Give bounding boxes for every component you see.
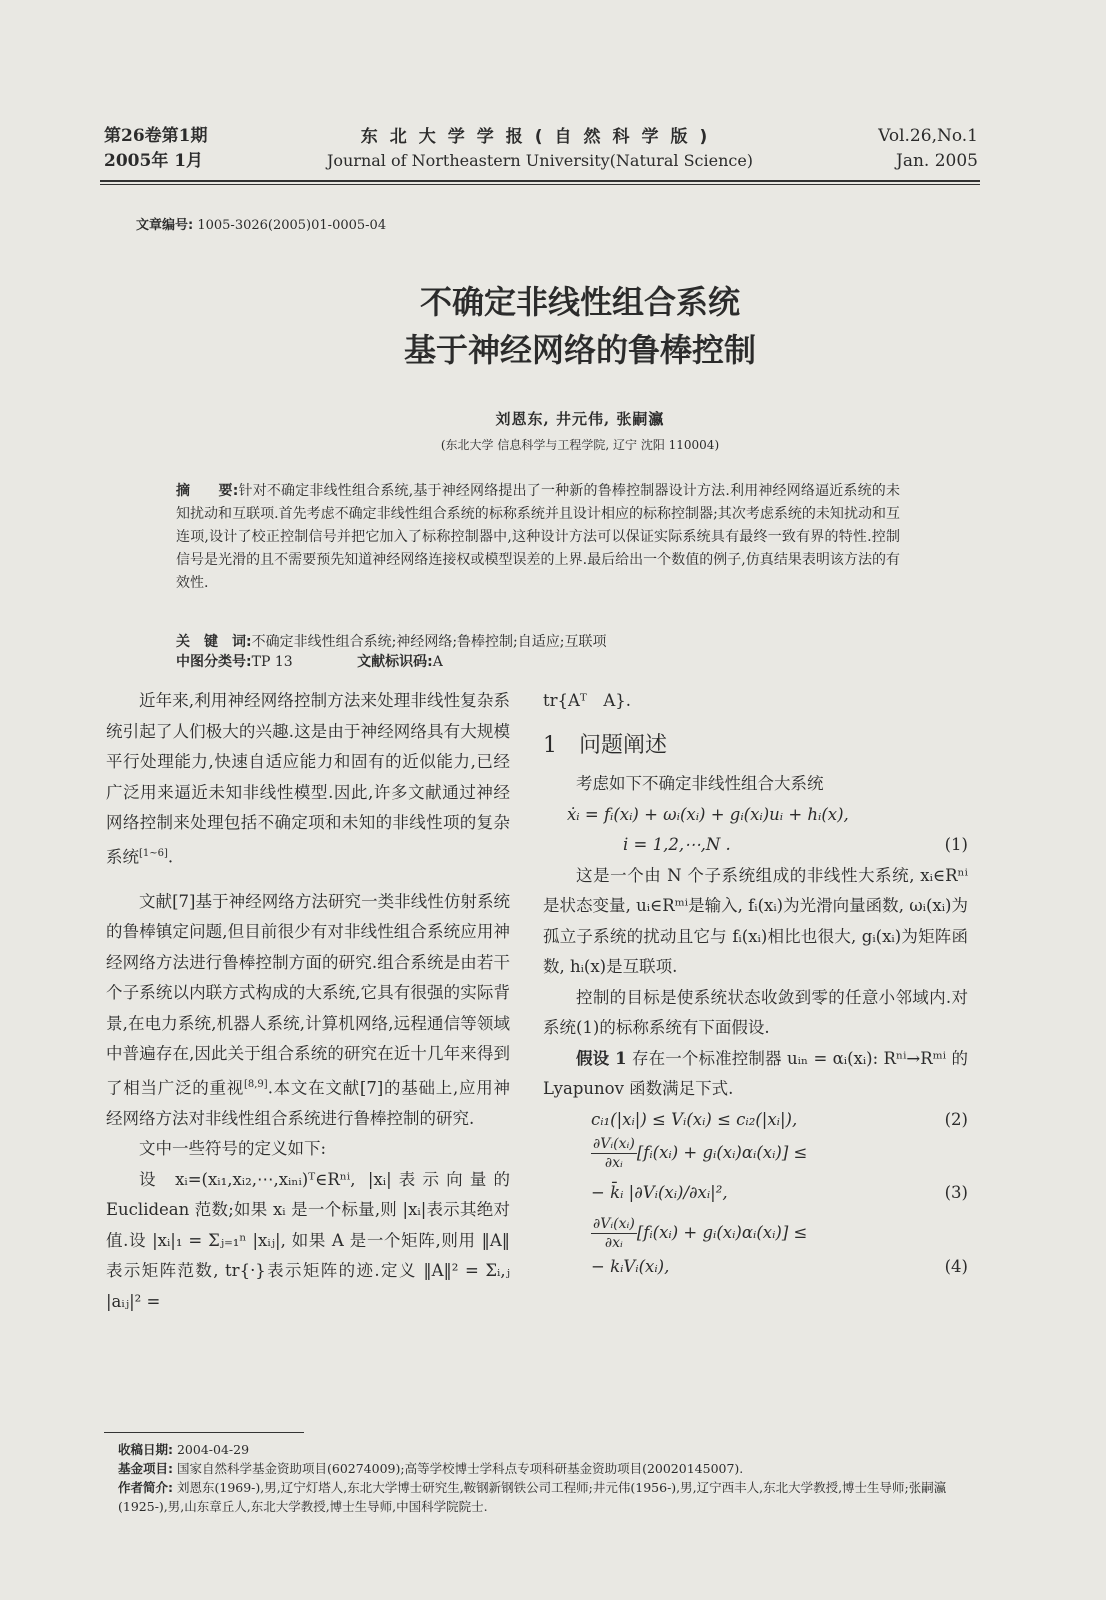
journal-name-cn: 东北大学学报(自然科学版) <box>360 127 720 147</box>
equation-3b: − k̄ᵢ |∂Vᵢ(xᵢ)/∂xᵢ|², (3) <box>543 1178 968 1209</box>
header-volume-cn <box>104 124 208 174</box>
article-number-label: 文章编号: <box>136 218 194 233</box>
left-column <box>106 686 510 1317</box>
fund-text: 国家自然科学基金资助项目(60274009);高等学校博士学科点专项科研基金资助项目(20020145007). <box>176 1461 744 1476</box>
article-number <box>136 214 386 233</box>
received-date: 2004-04-29 <box>176 1442 250 1457</box>
date-en: Jan. 2005 <box>896 151 978 171</box>
header-volume-en <box>850 124 978 174</box>
right-column <box>543 686 968 1282</box>
equation-number: (2) <box>944 1109 968 1129</box>
assumption-1: 假设 1 存在一个标准控制器 uᵢₙ = αᵢ(xᵢ): Rⁿⁱ→Rᵐⁱ 的 Lyapunov 函数满足下式. <box>543 1048 968 1098</box>
date-cn: 2005年 1月 <box>104 151 204 171</box>
clc-value: TP 13 <box>251 654 293 670</box>
keywords-text: 不确定非线性组合系统;神经网络;鲁棒控制;自适应;互联项 <box>251 634 607 650</box>
volume-en: Vol.26,No.1 <box>878 126 978 146</box>
equation-number: (4) <box>944 1256 968 1276</box>
equation-1: ẋᵢ = fᵢ(xᵢ) + ωᵢ(xᵢ) + gᵢ(xᵢ)uᵢ + hᵢ(x), <box>567 804 849 824</box>
journal-title <box>320 122 760 170</box>
system-description: 这是一个由 N 个子系统组成的非线性大系统, xᵢ∈Rⁿⁱ是状态变量, uᵢ∈Rᵐⁱ是输入, fᵢ(xᵢ)为光滑向量函数, ωᵢ(xᵢ)为孤立子系统的扰动且它与 fᵢ(xᵢ)相比也很大, gᵢ(xᵢ)为矩阵函数, hᵢ(x)是互联项. <box>543 865 968 976</box>
equation-1-index: i = 1,2,⋯,N . (1) <box>543 830 968 861</box>
section-heading: 1 问题阐述 <box>543 732 667 758</box>
abstract <box>176 480 900 595</box>
abstract-text: 针对不确定非线性组合系统,基于神经网络提出了一种新的鲁棒控制器设计方法.利用神经网络逼近系统的未知扰动和互联项.首先考虑不确定非线性组合系统的标称系统并且设计相应的标称控制器;其次考虑系统的未知扰动和互连项,设计了校正控制信号并把它加入了标称控制器中,这种设计方法可以保证实际系统具有最终一致有界的特性.控制信号是光滑的且不需要预先知道神经网络连接权或模型误差的上界.最后给出一个数值的例子,仿真结果表明该方法的有效性. <box>176 483 900 591</box>
partial-fraction: $\frac{\text{∂Vᵢ(xᵢ)}}{\text{∂xᵢ}}$ <box>593 1215 635 1251</box>
affiliation: (东北大学 信息科学与工程学院, 辽宁 沈阳 110004) <box>440 438 720 452</box>
title-line-2: 基于神经网络的鲁棒控制 <box>403 331 756 369</box>
author-info-label: 作者简介: <box>118 1480 173 1495</box>
citation: [8,9] <box>243 1078 268 1090</box>
equation-number: (1) <box>944 835 968 854</box>
footnote-rule <box>104 1432 304 1433</box>
keywords-block <box>176 632 900 672</box>
equation-number: (3) <box>944 1183 968 1202</box>
control-objective: 控制的目标是使系统状态收敛到零的任意小邻域内.对系统(1)的标称系统有下面假设. <box>543 987 968 1037</box>
citation: [1~6] <box>139 847 168 859</box>
authors: 刘恩东, 井元伟, 张嗣瀛 <box>495 410 665 428</box>
journal-name-en: Journal of Northeastern University(Natural Science) <box>326 151 754 170</box>
intro-paragraph-1: 近年来,利用神经网络控制方法来处理非线性复杂系统引起了人们极大的兴趣.这是由于神经网络具有大规模平行处理能力,快速自适应能力和固有的近似能力,已经广泛用来逼近未知非线性模型.因此,许多文献通过神经网络控制来处理包括不确定项和未知的非线性项的复杂系统[1~6]. <box>106 691 510 866</box>
equation-3a: $\frac{\text{∂Vᵢ(xᵢ)}}{\text{∂xᵢ}}$ [fᵢ(xᵢ) + gᵢ(xᵢ)αᵢ(xᵢ)] ≤ <box>593 1136 808 1171</box>
doc-code-label: 文献标识码: <box>357 654 433 670</box>
assumption-label: 假设 1 <box>576 1048 627 1068</box>
footnotes <box>104 1440 984 1516</box>
clc-label: 中图分类号: <box>176 654 252 670</box>
received-label: 收稿日期: <box>118 1442 173 1457</box>
title-line-1: 不确定非线性组合系统 <box>419 283 740 321</box>
paper-title <box>250 278 910 374</box>
header-rule-thin <box>100 184 980 185</box>
equation-4a: $\frac{\text{∂Vᵢ(xᵢ)}}{\text{∂xᵢ}}$ [fᵢ(xᵢ) + gᵢ(xᵢ)αᵢ(xᵢ)] ≤ <box>593 1215 808 1251</box>
equation-2: cᵢ₁(|xᵢ|) ≤ Vᵢ(xᵢ) ≤ cᵢ₂(|xᵢ|), (2) <box>543 1105 968 1136</box>
header-rule <box>100 180 980 182</box>
author-info-text: 刘恩东(1969-),男,辽宁灯塔人,东北大学博士研究生,鞍钢新钢铁公司工程师;井元伟(1956-),男,辽宁西丰人,东北大学教授,博士生导师;张嗣瀛(1925-),男,山东章丘人,东北大学教授,博士生导师,中国科学院院士. <box>118 1480 947 1514</box>
continued-text: tr{Aᵀ A}. <box>543 691 632 710</box>
volume-cn: 第26卷第1期 <box>104 126 208 146</box>
article-number-value: 1005-3026(2005)01-0005-04 <box>197 218 387 233</box>
partial-fraction: $\frac{\text{∂Vᵢ(xᵢ)}}{\text{∂xᵢ}}$ <box>593 1136 635 1171</box>
intro-paragraph-2: 文献[7]基于神经网络方法研究一类非线性仿射系统的鲁棒镇定问题,但目前很少有对非线性组合系统应用神经网络方法进行鲁棒控制方面的研究.组合系统是由若干个子系统以内联方式构成的大系统,它具有很强的实际背景,在电力系统,机器人系统,计算机网络,远程通信等领域中普遍存在,因此关于组合系统的研究在近十几年来得到了相当广泛的重视[8,9].本文在文献[7]的基础上,应用神经网络方法对非线性组合系统进行鲁棒控制的研究. <box>106 891 510 1128</box>
fund-label: 基金项目: <box>118 1461 173 1476</box>
notation-paragraph: 设 xᵢ=(xᵢ₁,xᵢ₂,⋯,xᵢₙᵢ)ᵀ∈Rⁿⁱ, |xᵢ|表示向量的 Euclidean 范数;如果 xᵢ 是一个标量,则 |xᵢ|表示其绝对值.设 |xᵢ|₁ = Σⱼ₌₁ⁿ |xᵢⱼ|, 如果 A 是一个矩阵,则用 ‖A‖ 表示矩阵范数, tr{·}表示矩阵的迹.定义 ‖A‖² = Σᵢ,ⱼ |aᵢⱼ|² = <box>106 1169 510 1311</box>
keywords-label: 关 键 词: <box>176 634 252 650</box>
doc-code-value: A <box>432 654 443 670</box>
system-intro: 考虑如下不确定非线性组合大系统 <box>576 774 824 793</box>
abstract-label: 摘 要: <box>176 483 239 499</box>
equation-4b: − kᵢVᵢ(xᵢ), (4) <box>543 1252 968 1283</box>
notation-intro: 文中一些符号的定义如下: <box>139 1139 327 1158</box>
